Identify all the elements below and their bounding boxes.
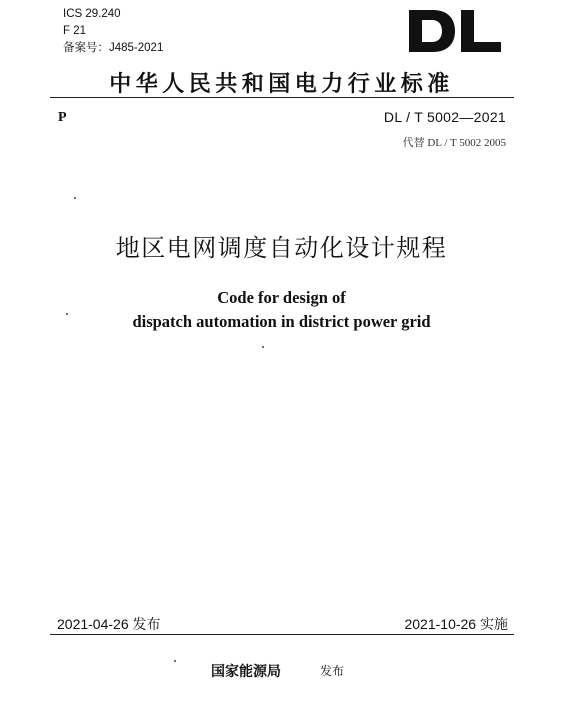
ics-code: ICS 29.240 bbox=[63, 8, 121, 20]
bottom-divider bbox=[50, 634, 514, 635]
english-title-line-1: Code for design of bbox=[217, 288, 346, 307]
scan-speck bbox=[262, 346, 264, 348]
publisher-name: 国家能源局 bbox=[211, 664, 281, 680]
issue-date: 2021-04-26 发布 bbox=[57, 616, 161, 632]
scan-speck bbox=[74, 197, 76, 199]
top-divider bbox=[50, 97, 514, 98]
dl-logo bbox=[407, 8, 503, 54]
publish-label: 发布 bbox=[320, 664, 345, 678]
scan-speck bbox=[174, 660, 176, 662]
industry-standard-title: 中华人民共和国电力行业标准 bbox=[109, 72, 454, 97]
replaced-standard: 代替 DL / T 5002 2005 bbox=[402, 137, 506, 149]
class-letter: P bbox=[58, 110, 67, 125]
standard-number: DL / T 5002—2021 bbox=[383, 109, 506, 125]
dl-logo-graphic bbox=[407, 8, 503, 54]
record-number: 备案号：J485-2021 bbox=[63, 42, 164, 54]
document-title-chinese: 地区电网调度自动化设计规程 bbox=[115, 234, 448, 262]
document-title-english bbox=[0, 287, 563, 333]
implementation-date: 2021-10-26 实施 bbox=[404, 616, 508, 632]
english-title-line-2: dispatch automation in district power grid bbox=[132, 312, 431, 331]
classification-code: F 21 bbox=[63, 25, 87, 37]
